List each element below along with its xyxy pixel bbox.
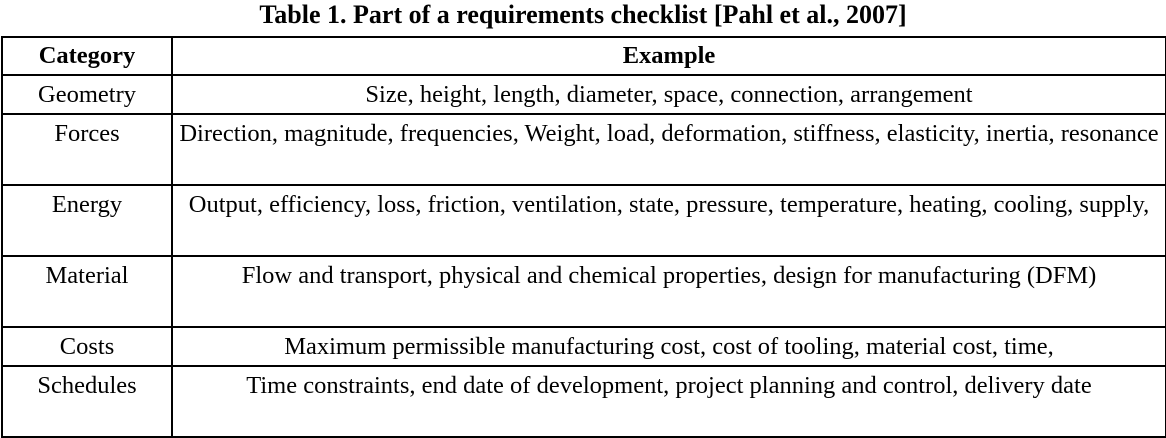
- example-cell: Direction, magnitude, frequencies, Weight, load, deformation, stiffness, elasticity, inertia, resonance: [172, 114, 1166, 185]
- category-cell: Forces: [2, 114, 172, 185]
- category-cell: Geometry: [2, 75, 172, 114]
- requirements-table: [1, 36, 1166, 438]
- table-row: [2, 75, 1166, 114]
- category-cell: Schedules: [2, 366, 172, 437]
- table-row: [2, 185, 1166, 256]
- header-example: Example: [172, 37, 1166, 75]
- category-cell: Material: [2, 256, 172, 327]
- example-cell: Flow and transport, physical and chemical properties, design for manufacturing (DFM): [172, 256, 1166, 327]
- table-row: [2, 366, 1166, 437]
- header-category: Category: [2, 37, 172, 75]
- table-header-row: [2, 37, 1166, 75]
- example-cell: Time constraints, end date of development, project planning and control, delivery date: [172, 366, 1166, 437]
- category-cell: Costs: [2, 327, 172, 366]
- example-cell: Size, height, length, diameter, space, connection, arrangement: [172, 75, 1166, 114]
- example-cell: Maximum permissible manufacturing cost, cost of tooling, material cost, time,: [172, 327, 1166, 366]
- table-row: [2, 327, 1166, 366]
- table-caption: Table 1. Part of a requirements checklist [Pahl et al., 2007]: [259, 0, 907, 29]
- table-row: [2, 256, 1166, 327]
- category-cell: Energy: [2, 185, 172, 256]
- example-cell: Output, efficiency, loss, friction, ventilation, state, pressure, temperature, heating, cooling, supply,: [172, 185, 1166, 256]
- table-row: [2, 114, 1166, 185]
